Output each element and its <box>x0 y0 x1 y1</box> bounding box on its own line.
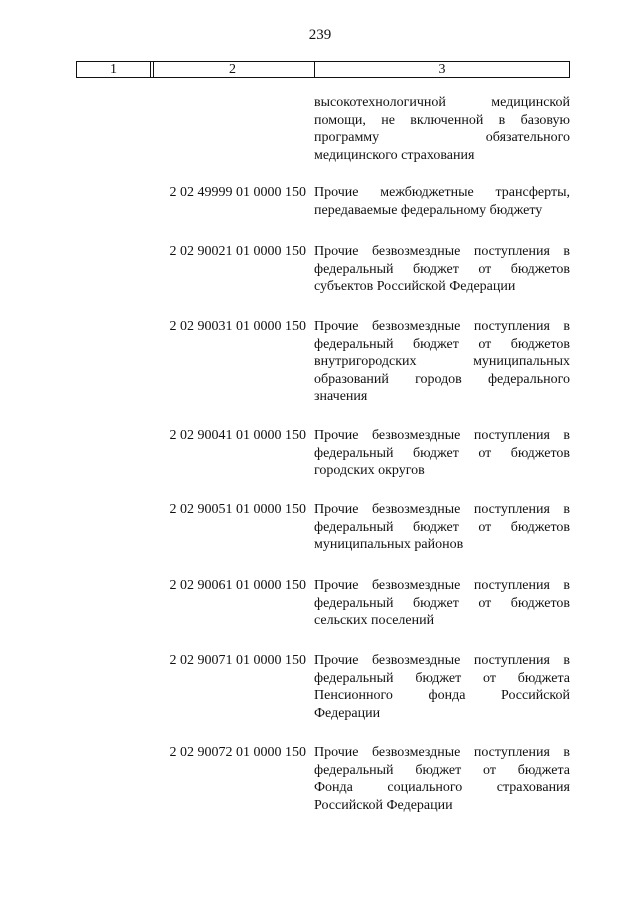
description-line: Фонда социального страхования <box>314 780 570 795</box>
column-header-3: 3 <box>438 62 446 77</box>
budget-code: 2 02 90021 01 0000 150 <box>169 244 306 259</box>
description-line: Прочие безвозмездные поступления в <box>314 502 570 517</box>
description-line: федеральный бюджет от бюджетов <box>314 336 570 352</box>
description-line: высокотехнологичной медицинской <box>314 95 570 110</box>
row-description <box>314 427 570 480</box>
row-description <box>314 184 570 219</box>
row-description <box>314 318 570 406</box>
description-line: муниципальных районов <box>314 537 464 552</box>
description-line: внутригородских муниципальных <box>314 354 570 369</box>
budget-code: 2 02 90071 01 0000 150 <box>169 653 306 668</box>
column-header-row <box>76 61 570 78</box>
description-line: Российской Федерации <box>314 797 453 813</box>
description-line: городских округов <box>314 463 425 478</box>
row-description <box>314 744 570 814</box>
budget-code: 2 02 90072 01 0000 150 <box>169 745 306 760</box>
description-line: помощи, не включенной в базовую <box>314 112 570 128</box>
row-description <box>314 577 570 630</box>
description-line: медицинского страхования <box>314 147 475 163</box>
description-line: Федерации <box>314 705 381 721</box>
budget-code: 2 02 90041 01 0000 150 <box>169 428 306 443</box>
description-line: Прочие безвозмездные поступления в <box>314 244 570 259</box>
row-description <box>314 243 570 296</box>
description-line: программу обязательного <box>314 130 570 145</box>
description-line: федеральный бюджет от бюджетов <box>314 261 570 277</box>
budget-code: 2 02 90061 01 0000 150 <box>169 578 306 593</box>
column-header-2: 2 <box>151 62 315 77</box>
description-line: Прочие межбюджетные трансферты, <box>314 185 570 200</box>
description-line: Прочие безвозмездные поступления в <box>314 428 570 443</box>
description-line: Пенсионного фонда Российской <box>314 688 570 703</box>
description-line: федеральный бюджет от бюджетов <box>314 445 570 461</box>
page-number: 239 <box>308 27 332 43</box>
description-line: образований городов федерального <box>314 371 570 387</box>
description-line: федеральный бюджет от бюджетов <box>314 595 570 611</box>
row-description <box>314 501 570 554</box>
description-line: федеральный бюджет от бюджетов <box>314 519 570 535</box>
description-line: сельских поселений <box>314 613 435 628</box>
description-line: федеральный бюджет от бюджета <box>314 762 570 778</box>
row-description <box>314 652 570 722</box>
description-line: Прочие безвозмездные поступления в <box>314 319 570 334</box>
description-line: субъектов Российской Федерации <box>314 279 516 294</box>
description-line: Прочие безвозмездные поступления в <box>314 653 570 668</box>
description-line: значения <box>314 389 368 404</box>
description-line: Прочие безвозмездные поступления в <box>314 578 570 593</box>
description-line: передаваемые федеральному бюджету <box>314 202 543 218</box>
budget-code: 2 02 90031 01 0000 150 <box>169 319 306 334</box>
budget-code: 2 02 90051 01 0000 150 <box>169 502 306 517</box>
description-line: федеральный бюджет от бюджета <box>314 670 570 686</box>
description-line: Прочие безвозмездные поступления в <box>314 745 570 760</box>
budget-code: 2 02 49999 01 0000 150 <box>169 185 306 200</box>
column-header-1: 1 <box>77 62 151 77</box>
continuation-description <box>314 94 570 164</box>
